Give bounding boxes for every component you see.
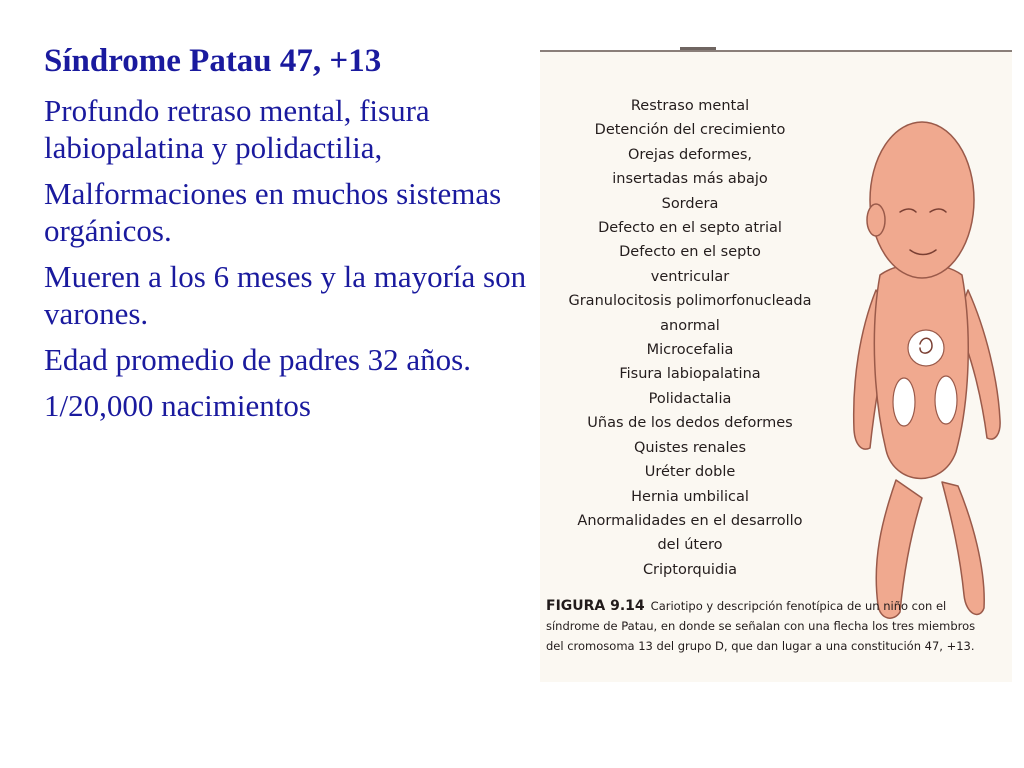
figure-caption-text: Cariotipo y descripción fenotípica de un niño con el síndrome de Patau, en donde se señalan con una flecha los tres miembros del cromosoma 13 del grupo D, que dan lugar a una constitución 47, +13. — [546, 599, 976, 653]
phenotype-label: Detención del crecimiento — [594, 122, 786, 139]
phenotype-label: Microcefalia — [646, 342, 734, 359]
phenotype-label: Anormalidades en el desarrollo — [577, 512, 803, 529]
phenotype-label: Hernia umbilical — [631, 488, 749, 505]
paragraph-symptoms: Profundo retraso mental, fisura labiopalatina y polidactilia, — [44, 93, 430, 165]
figure-top-mark — [680, 47, 716, 50]
infant-right-leg — [942, 482, 984, 614]
phenotype-label: Uréter doble — [644, 464, 736, 481]
phenotype-label: Sordera — [661, 195, 719, 212]
phenotype-label: Uñas de los dedos deformes — [587, 415, 793, 432]
phenotype-label: Criptorquidia — [642, 561, 738, 578]
phenotype-label: anormal — [660, 317, 720, 334]
phenotype-label: Defecto en el septo atrial — [598, 220, 782, 237]
phenotype-label: ventricular — [650, 268, 730, 285]
kidney-right-marker — [935, 376, 957, 424]
phenotype-label: Polidactalia — [648, 390, 732, 407]
infant-illustration — [830, 100, 1010, 630]
phenotype-label: Fisura labiopalatina — [619, 366, 761, 383]
phenotype-label: Restraso mental — [630, 98, 750, 114]
phenotype-label: Quistes renales — [633, 439, 747, 456]
phenotype-label: Orejas deformes, — [627, 146, 753, 163]
patau-figure — [540, 50, 1012, 682]
kidney-left-marker — [893, 378, 915, 426]
paragraph-parent-age: Edad promedio de padres 32 años. — [44, 342, 471, 377]
paragraph-mortality: Mueren a los 6 meses y la mayoría son varones. — [44, 259, 527, 331]
slide-title: Síndrome Patau 47, +13 — [44, 43, 382, 79]
phenotype-label: insertadas más abajo — [612, 171, 768, 188]
heart-marker — [908, 330, 944, 366]
figure-caption — [546, 596, 1012, 656]
phenotype-label: Defecto en el septo — [619, 244, 761, 261]
phenotype-label-list — [550, 94, 830, 582]
phenotype-label: del útero — [657, 537, 723, 554]
paragraph-incidence: 1/20,000 nacimientos — [44, 388, 311, 423]
infant-ear — [867, 204, 885, 236]
infant-torso — [874, 264, 968, 479]
phenotype-label: Granulocitosis polimorfonucleada — [568, 293, 812, 310]
paragraph-malformations: Malformaciones en muchos sistemas orgánicos. — [44, 176, 502, 248]
figure-top-rule — [540, 50, 1012, 52]
slide-text-column — [44, 40, 544, 433]
figure-caption-label: FIGURA 9.14 — [546, 598, 645, 614]
